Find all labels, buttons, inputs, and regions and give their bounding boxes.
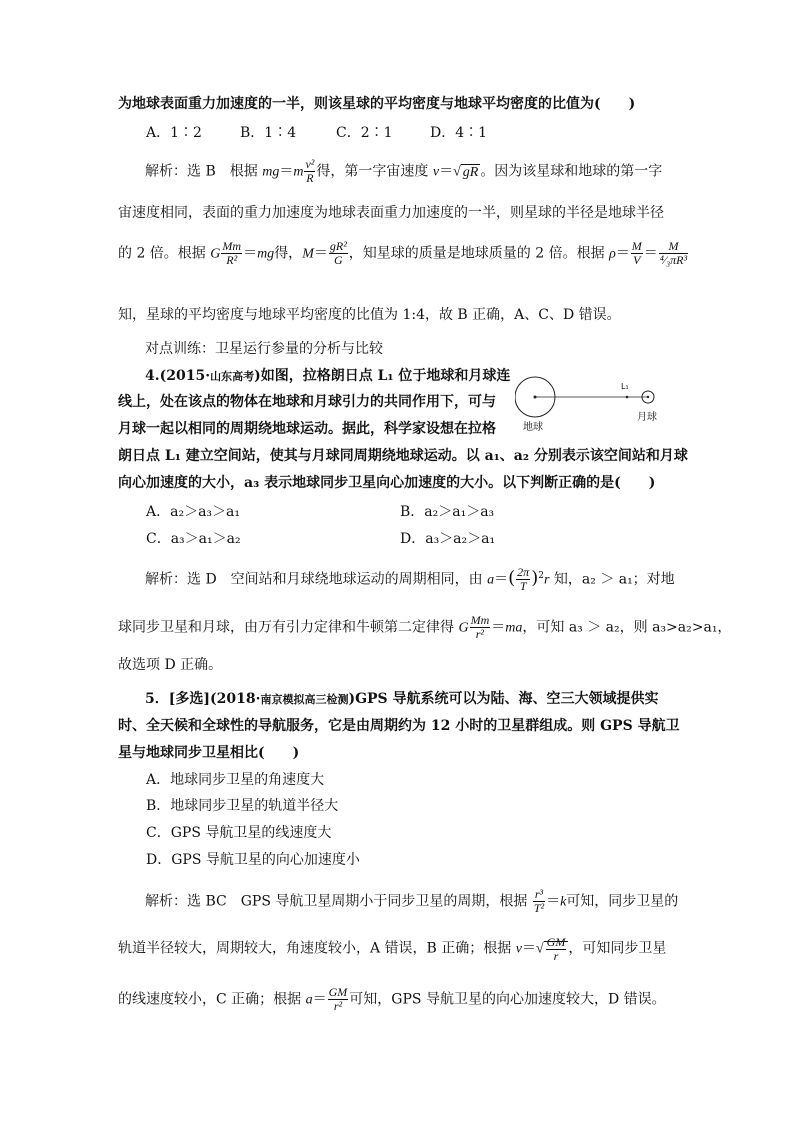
l1-label: L₁ bbox=[621, 382, 629, 391]
q5-option-a: A．地球同步卫星的角速度大 bbox=[146, 772, 325, 788]
q4-stem-line-1: 4.(2015·山东高考)如图，拉格朗日点 L₁ 位于地球和月球连 bbox=[145, 368, 511, 384]
q3-option-b: B．1∶4 bbox=[240, 125, 297, 141]
q4-option-d: D．a₃＞a₂＞a₁ bbox=[400, 531, 496, 547]
q5-solution-line-2: 轨道半径较大，周期较大，角速度较小，A 错误，B 正确；根据 v＝√ $\frac{GM}{r}$ ，可知同步卫星 bbox=[118, 935, 667, 963]
q3-solution-line-2: 宙速度相同，表面的重力加速度为地球表面重力加速度的一半，则星球的半径是地球半径 bbox=[118, 205, 664, 221]
q4-solution-line-3: 故选项 D 正确。 bbox=[118, 657, 223, 673]
q3-stem-line: 为地球表面重力加速度的一半，则该星球的平均密度与地球平均密度的比值为( ) bbox=[118, 96, 636, 112]
q4-stem-line-3: 月球一起以相同的周期绕地球运动。据此，科学家设想在拉格 bbox=[118, 421, 496, 437]
q3-solution-line-3: 的 2 倍。根据 G $\frac{Mm}{\text{R²}}$ ＝mg得，M＝ $\frac{\text{gR²}}{G}$ ，知星球的质量是地球质量的 2 倍。根据 ρ＝ $\frac{M}{V}$ ＝ $\frac{M}{\text{⁴⁄₃πR³}}$ bbox=[118, 239, 688, 267]
moon-label: 月球 bbox=[637, 412, 657, 423]
q4-stem-line-5: 向心加速度的大小，a₃ 表示地球同步卫星向心加速度的大小。以下判断正确的是( ) bbox=[118, 475, 656, 491]
q3-option-d: D．4∶1 bbox=[430, 125, 488, 141]
q4-stem-line-2: 线上，处在该点的物体在地球和月球引力的共同作用下，可与 bbox=[118, 394, 496, 410]
q5-stem-line-2: 时、全天候和全球性的导航服务，它是由周期约为 12 小时的卫星群组成。则 GPS 导航卫 bbox=[118, 718, 680, 734]
q5-solution-line-1: 解析：选 BC GPS 导航卫星周期小于同步卫星的周期，根据 $\frac{\text{r³}}{\text{T²}}$ ＝k可知，同步卫星的 bbox=[145, 887, 679, 915]
q5-stem-line-1: 5．[多选](2018·南京模拟高三检测)GPS 导航系统可以为陆、海、空三大领域提供实 bbox=[145, 691, 659, 707]
earth-label: 地球 bbox=[523, 422, 543, 433]
q3-option-a: A．1∶2 bbox=[146, 125, 202, 141]
q5-option-b: B．地球同步卫星的轨道半径大 bbox=[146, 798, 339, 814]
q5-stem-line-3: 星与地球同步卫星相比( ) bbox=[118, 745, 300, 761]
q4-option-c: C．a₃＞a₁＞a₂ bbox=[146, 531, 241, 547]
q3-solution-line-4: 知，星球的平均密度与地球平均密度的比值为 1:4，故 B 正确，A、C、D 错误。 bbox=[118, 307, 621, 323]
section-title: 对点训练：卫星运行参量的分析与比较 bbox=[145, 341, 383, 357]
q4-solution-line-1: 解析：选 D 空间站和月球绕地球运动的周期相同，由 a＝( $\frac{2\pi}{T}$ )$^2$r 知，a₂ ＞ a₁；对地 bbox=[145, 565, 675, 593]
q5-option-c: C．GPS 导航卫星的线速度大 bbox=[146, 825, 332, 841]
moon-center-dot bbox=[647, 396, 649, 398]
q4-solution-line-2: 球同步卫星和月球，由万有引力定律和牛顿第二定律得 G $\frac{Mm}{\text{r²}}$ ＝ma，可知 a₃ ＞ a₂，则 a₃>a₂>a₁， bbox=[118, 613, 732, 641]
q3-option-c: C．2∶1 bbox=[336, 125, 393, 141]
q4-option-b: B．a₂＞a₁＞a₃ bbox=[400, 504, 495, 520]
q3-solution-line-1: 解析：选 B 根据 mg＝m $\frac{\text{v²}}{R}$ 得，第一字宙速度 v＝√ gR 。因为该星球和地球的第一字 bbox=[145, 157, 663, 185]
earth-moon-diagram bbox=[515, 372, 665, 434]
q4-stem-line-4: 朗日点 L₁ 建立空间站，使其与月球同周期绕地球运动。以 a₁、a₂ 分别表示该空间站和月球 bbox=[118, 448, 688, 464]
q5-solution-line-3: 的线速度较小，C 正确；根据 a＝ $\frac{GM}{\text{r²}}$ 可知，GPS 导航卫星的向心加速度较大，D 错误。 bbox=[118, 985, 666, 1013]
q4-option-a: A．a₂＞a₃＞a₁ bbox=[146, 504, 240, 520]
q5-option-d: D．GPS 导航卫星的向心加速度小 bbox=[146, 852, 360, 868]
l1-point-dot bbox=[626, 396, 629, 399]
